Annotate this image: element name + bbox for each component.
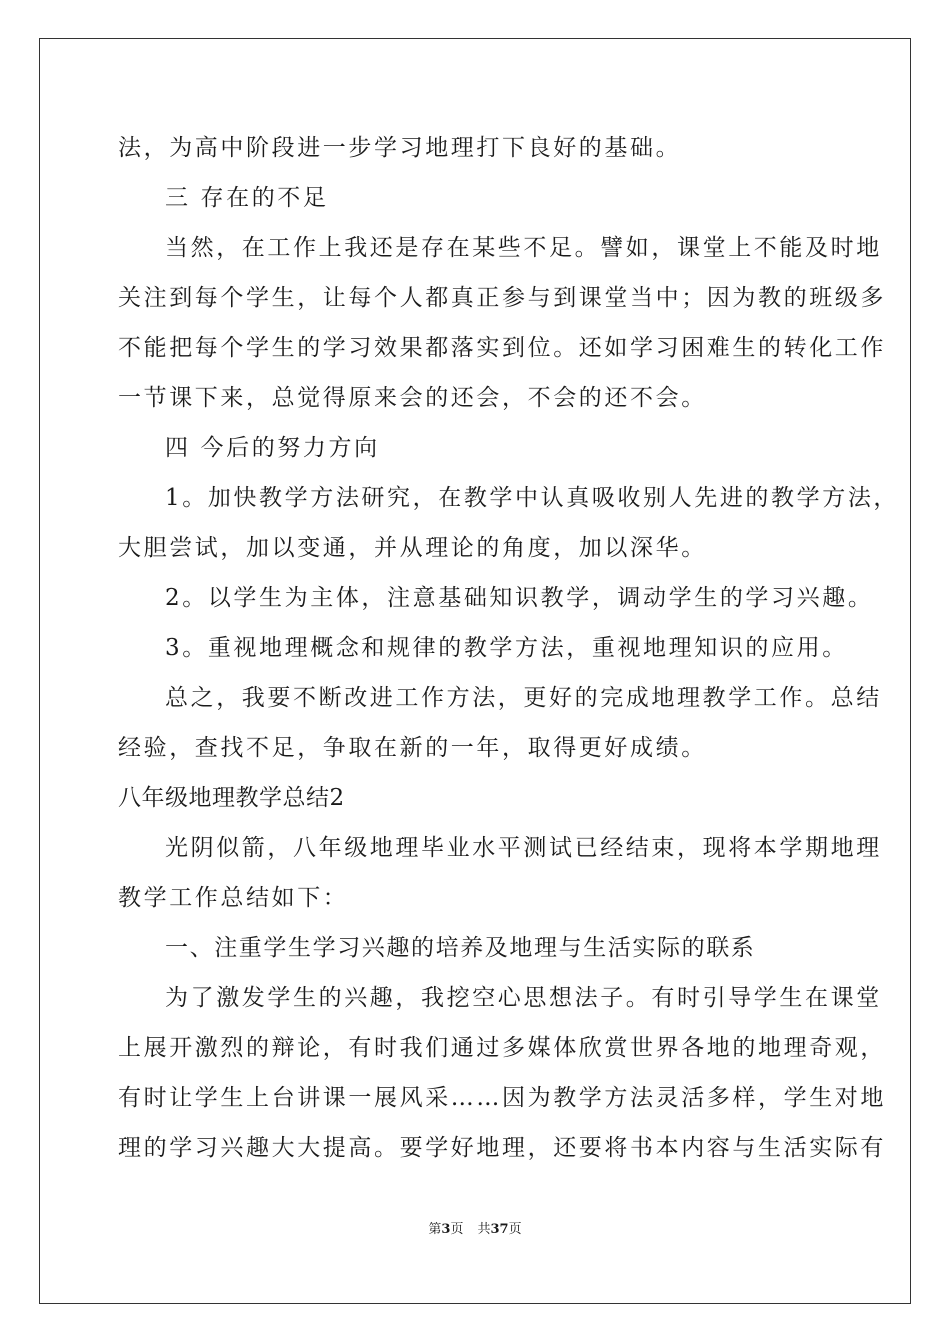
paragraph-interest-line-1: 为了激发学生的兴趣，我挖空心思想法子。有时引导学生在课堂 [165,985,882,1011]
paragraph-shortcomings-line-3: 不能把每个学生的学习效果都落实到位。还如学习困难生的转化工作 [118,335,886,361]
section-heading-shortcomings: 三 存在的不足 [165,185,329,211]
paragraph-shortcomings-line-2: 关注到每个学生，让每个人都真正参与到课堂当中；因为教的班级多 [118,285,886,311]
paragraph-intro-line-2: 教学工作总结如下： [118,885,349,911]
page-prefix: 第 [428,1222,442,1237]
paragraph-conclusion-line-1: 总之，我要不断改进工作方法，更好的完成地理教学工作。总结 [165,685,882,711]
section-heading-future-efforts: 四 今后的努力方向 [165,435,380,461]
page-border [39,38,911,1304]
total-prefix: 共 [477,1222,491,1237]
paragraph-intro-line-1: 光阴似箭，八年级地理毕业水平测试已经结束，现将本学期地理 [165,835,882,861]
total-suffix: 页 [508,1222,522,1237]
document-title-2: 八年级地理教学总结2 [118,785,345,811]
text-line-continuation: 法，为高中阶段进一步学习地理打下良好的基础。 [118,135,682,161]
page-suffix: 页 [450,1222,464,1237]
page-footer [0,1221,950,1239]
total-pages-number: 37 [490,1222,509,1237]
paragraph-interest-line-3: 有时让学生上台讲课一展风采……因为教学方法灵活多样，学生对地 [118,1085,886,1111]
list-item-1-line-1: 1。加快教学方法研究，在教学中认真吸收别人先进的教学方法， [165,485,900,511]
list-item-2: 2。以学生为主体，注意基础知识教学，调动学生的学习兴趣。 [165,585,874,611]
paragraph-interest-line-2: 上展开激烈的辩论，有时我们通过多媒体欣赏世界各地的地理奇观， [118,1035,886,1061]
paragraph-shortcomings-line-4: 一节课下来，总觉得原来会的还会，不会的还不会。 [118,385,707,411]
list-item-3: 3。重视地理概念和规律的教学方法，重视地理知识的应用。 [165,635,848,661]
paragraph-interest-line-4: 理的学习兴趣大大提高。要学好地理，还要将书本内容与生活实际有 [118,1135,886,1161]
paragraph-shortcomings-line-1: 当然，在工作上我还是存在某些不足。譬如，课堂上不能及时地 [165,235,882,261]
section-heading-interest: 一、注重学生学习兴趣的培养及地理与生活实际的联系 [165,935,756,961]
paragraph-conclusion-line-2: 经验，查找不足，争取在新的一年，取得更好成绩。 [118,735,707,761]
list-item-1-line-2: 大胆尝试，加以变通，并从理论的角度，加以深华。 [118,535,707,561]
current-page-number: 3 [441,1222,451,1237]
